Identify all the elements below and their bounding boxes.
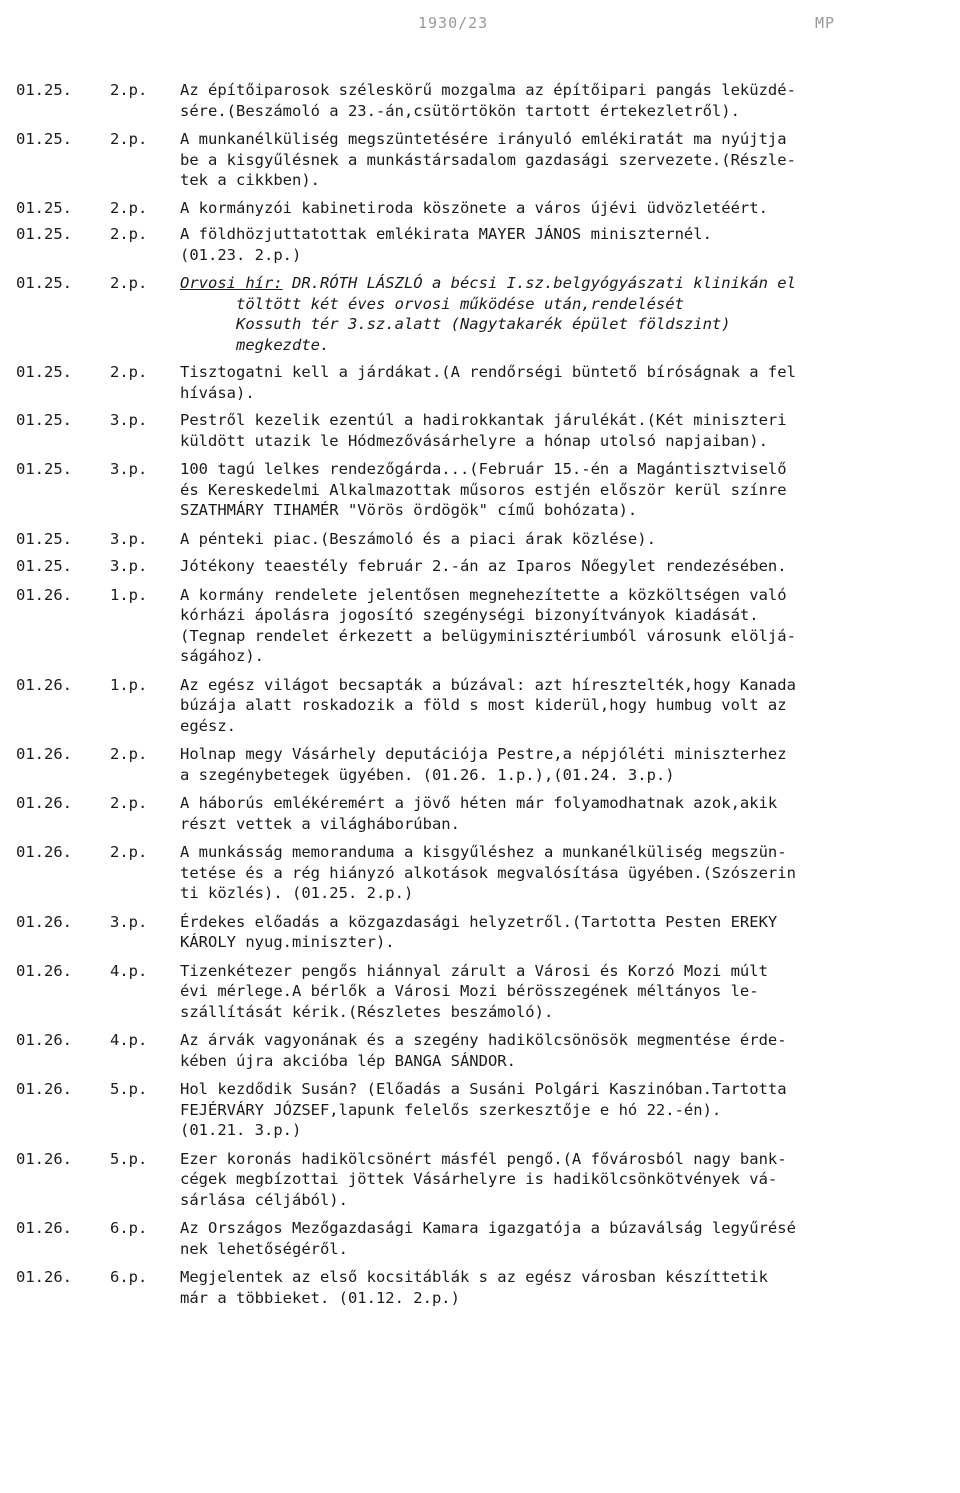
list-item [0,1079,960,1141]
list-item [0,529,960,550]
entry-page: 1.p. [110,585,148,604]
entry-date: 01.25. [16,460,72,478]
entry-date: 01.26. [16,912,72,931]
entry-line: A kormány rendelete jelentősen megnehezítette a közköltségen való [180,585,787,604]
entry-text [180,273,940,355]
entry-line: A kormányzói kabinetiroda köszönete a város újévi üdvözletéért. [180,198,768,217]
entry-line: Érdekes előadás a közgazdasági helyzetről.(Tartotta Pesten EREKY [180,912,778,931]
entry-line: küldött utazik le Hódmezővásárhelyre a hónap utolsó napjaiban). [180,431,768,450]
entry-text [180,1267,940,1308]
list-item [0,224,960,265]
entry-line: (Tegnap rendelet érkezett a belügyminisztériumból városunk elöljá- [180,626,796,645]
entry-page: 3.p. [110,460,148,478]
entry-date: 01.26. [16,794,72,812]
entry-text [180,529,940,550]
list-item [0,585,960,667]
entry-line: Kossuth tér 3.sz.alatt (Nagytakarék épület földszint) [180,315,731,333]
entry-line: A háborús emlékéremért a jövő héten már folyamodhatnak azok,akik [180,794,778,812]
list-item [0,793,960,834]
list-item [0,273,960,355]
entry-line: Hol kezdődik Susán? (Előadás a Susáni Polgári Kaszinóban.Tartotta [180,1080,787,1098]
entry-line: sére.(Beszámoló a 23.-án,csütörtökön tartott értekezletről). [180,101,740,120]
entry-text [180,1079,940,1141]
entry-line: cégek megbízottai jöttek Vásárhelyre is hadikölcsönkötvények vá- [180,1170,778,1188]
entry-text [180,459,940,521]
entry-line: A pénteki piac.(Beszámoló és a piaci árak közlése). [180,529,656,548]
entry-page: 2.p. [110,363,148,381]
entry-page: 3.p. [110,912,148,931]
entry-text [180,744,940,785]
entry-line: megkezdte. [180,335,330,354]
entry-date: 01.25. [16,529,72,548]
entry-line: 100 tagú lelkes rendezőgárda...(Február 15.-én a Magántisztviselő [180,460,787,478]
list-item [0,410,960,451]
list-item [0,961,960,1023]
entry-line: Pestről kezelik ezentúl a hadirokkantak járulékát.(Két miniszteri [180,411,787,429]
entry-text [180,1149,940,1211]
list-item [0,1267,960,1308]
entry-line: Holnap megy Vásárhely deputációja Pestre,a népjóléti miniszterhez [180,745,787,763]
entry-line: Az árvák vagyonának és a szegény hadikölcsönösök megmentése érde- [180,1031,787,1049]
entry-page: 2.p. [110,198,148,217]
entry-page: 4.p. [110,961,148,980]
entry-text [180,410,940,451]
entry-line: FEJÉRVÁRY JÓZSEF,lapunk felelős szerkesztője e hó 22.-én). [180,1100,722,1119]
entry-page: 2.p. [110,225,148,243]
entry-date: 01.25. [16,411,72,429]
entry-line: Ezer koronás hadikölcsönért másfél pengő.(A fővárosból nagy bank- [180,1149,787,1168]
entry-page: 6.p. [110,1219,148,1237]
entry-date: 01.26. [16,843,72,861]
entry-text [180,1218,940,1259]
entry-line: Jótékony teaestély február 2.-án az Iparos Nőegylet rendezésében. [180,557,787,575]
entry-page: 3.p. [110,411,148,429]
entry-line: ságához). [180,647,264,665]
entry-line: évi mérlege.A bérlők a Városi Mozi bérösszegének méltányos le- [180,982,759,1000]
entry-page: 5.p. [110,1149,148,1168]
entry-date: 01.26. [16,1031,72,1049]
entry-page: 4.p. [110,1031,148,1049]
entry-page: 3.p. [110,529,148,548]
entry-page: 2.p. [110,745,148,763]
entry-line: A munkanélküliség megszüntetésére irányuló emlékiratát ma nyújtja [180,130,787,148]
entry-date: 01.26. [16,1149,72,1168]
entry-line: egész. [180,716,236,735]
entry-text [180,961,940,1023]
entry-date: 01.26. [16,585,72,604]
entry-line: ti közlés). (01.25. 2.p.) [180,884,414,902]
entry-page: 3.p. [110,557,148,575]
entry-lead: Orvosi hír: [180,274,283,292]
entry-date: 01.25. [16,363,72,381]
entry-line: A munkásság memoranduma a kisgyűléshez a munkanélküliség megszün- [180,843,787,861]
list-item [0,744,960,785]
entry-date: 01.26. [16,1080,72,1098]
list-item [0,80,960,121]
entry-date: 01.26. [16,675,72,694]
entry-date: 01.25. [16,274,72,292]
entry-line: kében újra akcióba lép BANGA SÁNDOR. [180,1051,516,1070]
entry-line: kórházi ápolásra jogosító szegénységi bizonyítványok kiadását. [180,606,759,624]
entry-page: 2.p. [110,794,148,812]
entry-page: 2.p. [110,274,148,292]
list-item [0,912,960,953]
entry-line: be a kisgyűlésnek a munkástársadalom gazdasági szervezete.(Részle- [180,150,796,169]
entry-text [180,224,940,265]
page-header [0,14,960,38]
entry-page: 5.p. [110,1080,148,1098]
entry-line: és Kereskedelmi Alkalmazottak műsoros estjén először kerül színre [180,480,787,499]
entry-line: tetése és a rég hiányzó alkotások megvalósítása ügyében.(Szószerin [180,863,796,882]
list-item [0,362,960,403]
entry-line: nek lehetőségéről. [180,1239,348,1258]
entry-text [180,556,940,577]
entry-text [180,129,940,191]
entry-line: szállítását kérik.(Részletes beszámoló). [180,1002,554,1021]
list-item [0,459,960,521]
entry-line: Tisztogatni kell a járdákat.(A rendőrségi büntető bíróságnak a fel [180,363,796,381]
entry-line: SZATHMÁRY TIHAMÉR "Vörös ördögök" című bohózata). [180,501,638,519]
entry-date: 01.26. [16,1268,72,1286]
entry-line: Az Országos Mezőgazdasági Kamara igazgatója a búzaválság legyűrésé [180,1219,796,1237]
entry-line: tek a cikkben). [180,171,320,189]
entry-line: Az építőiparosok széleskörű mozgalma az építőipari pangás leküzdé- [180,81,796,99]
entry-line: (01.21. 3.p.) [180,1121,302,1139]
entry-line: Az egész világot becsapták a búzával: azt híresztelték,hogy Kanada [180,675,796,694]
entry-text [180,675,940,737]
header-mark: MP [815,14,836,32]
entry-text [180,793,940,834]
entry-line: már a többieket. (01.12. 2.p.) [180,1288,460,1307]
entry-list [0,72,960,1308]
entry-date: 01.25. [16,81,72,99]
entry-date: 01.26. [16,1219,72,1237]
entry-date: 01.25. [16,557,72,575]
entry-text [180,1030,940,1071]
entry-page: 2.p. [110,843,148,861]
list-item [0,1218,960,1259]
entry-line: hívása). [180,383,255,402]
entry-date: 01.25. [16,198,72,217]
entry-text [180,198,940,219]
entry-page: 2.p. [110,130,148,148]
list-item [0,129,960,191]
entry-line: A földhözjuttatottak emlékirata MAYER JÁNOS miniszternél. [180,225,712,243]
entry-line: töltött két éves orvosi működése után,rendelését [180,294,684,313]
list-item [0,198,960,219]
entry-page: 6.p. [110,1268,148,1286]
entry-text [180,585,940,667]
entry-page: 2.p. [110,81,148,99]
entry-text [180,842,940,904]
entry-date: 01.26. [16,961,72,980]
entry-date: 01.25. [16,130,72,148]
entry-line: Tizenkétezer pengős hiánnyal zárult a Városi és Korzó Mozi múlt [180,961,768,980]
entry-line: a szegénybetegek ügyében. (01.26. 1.p.),(01.24. 3.p.) [180,765,675,784]
header-reference: 1930/23 [418,14,489,32]
list-item [0,675,960,737]
entry-line: DR.RÓTH LÁSZLÓ a bécsi I.sz.belgyógyászati klinikán el [282,274,796,292]
entry-line: búzája alatt roskadozik a föld s most kiderül,hogy humbug volt az [180,696,787,714]
entry-text [180,362,940,403]
entry-text [180,80,940,121]
entry-page: 1.p. [110,675,148,694]
entry-date: 01.26. [16,745,72,763]
entry-line: (01.23. 2.p.) [180,245,302,264]
entry-line: Megjelentek az első kocsitáblák s az egész városban készíttetik [180,1268,768,1286]
entry-line: KÁROLY nyug.miniszter). [180,933,395,951]
list-item [0,1149,960,1211]
list-item [0,842,960,904]
entry-date: 01.25. [16,225,72,243]
entry-line: részt vettek a világháborúban. [180,814,460,833]
list-item [0,1030,960,1071]
list-item [0,556,960,577]
entry-line: sárlása céljából). [180,1190,348,1209]
entry-text [180,912,940,953]
